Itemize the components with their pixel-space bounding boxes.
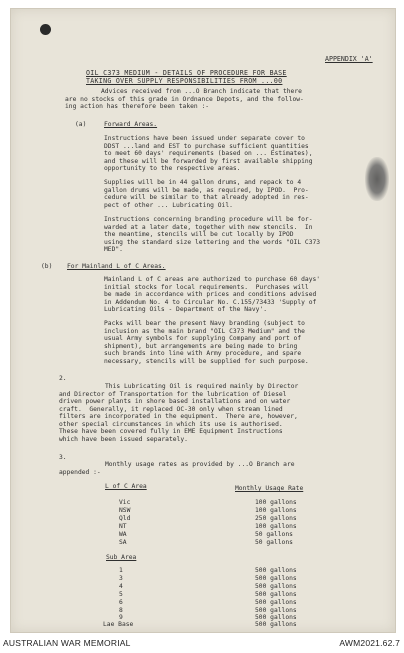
table-rate: 500 gallons (255, 599, 297, 606)
table-rate: 500 gallons (255, 614, 297, 621)
paragraph-2-line: which have been issued separately. (59, 435, 188, 443)
section-a-line: Instructions concerning branding procedure will be for- (104, 216, 313, 223)
table-rate: 100 gallons (255, 523, 297, 530)
table-rate: 500 gallons (255, 575, 297, 582)
table-area: 5 (119, 591, 123, 598)
paragraph-3-line: Monthly usage rates as provided by ...O Branch are (105, 461, 295, 468)
document-title (86, 69, 287, 85)
paragraph-2-line: craft. Generally, it replaced OC-30 only when stream lined (59, 405, 283, 413)
paragraph-2-line: filters are incorporated in the equipment. There are, however, (59, 413, 298, 420)
footer-reference: AWM2021.62.7 (339, 638, 400, 648)
intro-line: ing action has therefore been taken :- (65, 103, 210, 110)
paragraph-number: 2. (59, 375, 67, 382)
section-a-line: Supplies will be in 44 gallon drums, and repack to 4 (104, 179, 302, 186)
table-header-area: L of C Area (105, 483, 147, 490)
appendix-label: APPENDIX 'A' (325, 55, 373, 63)
section-a-line: MED". (104, 246, 123, 253)
paragraph-number: 3. (59, 454, 67, 461)
section-b-line: be made in accordance with prices and conditions advised (104, 291, 317, 298)
section-b-line: Lubricating Oils - Department of the Navy'. (104, 306, 268, 313)
section-a-line: and these will be forwarded by first available shipping (104, 157, 313, 165)
section-b-line: initial stocks for local requirements. Purchases will (104, 283, 309, 291)
section-b-line: Mainland L of C areas are authorized to purchase 60 days' (104, 276, 321, 283)
title-line: TAKING OVER SUPPLY RESPONSIBILITIES FROM ...00 (86, 77, 283, 85)
section-b-line: usual Army symbols for supplying Company and port of (104, 335, 302, 342)
paragraph-3-line: appended :- (59, 468, 101, 476)
section-b-line: in Addendum No. 4 to Circular No. C.155/73433 'Supply of (104, 298, 317, 306)
section-a-line: DDST ...land and EST to purchase sufficient quantities (104, 142, 309, 150)
table-rate: 500 gallons (255, 583, 297, 590)
intro-line: Advices received from ...O Branch indicate that there (101, 88, 302, 95)
punch-hole (40, 24, 51, 35)
table-area: 3 (119, 575, 123, 582)
section-a-line: Instructions have been issued under separate cover to (104, 135, 305, 142)
paragraph-2-line: driven power plants in shore based installations and on water (59, 398, 291, 405)
table-rate: 500 gallons (255, 621, 297, 628)
paragraph-2-line: This Lubricating Oil is required mainly by Director (105, 383, 299, 390)
table-rate: 500 gallons (255, 607, 297, 614)
footer-institution: AUSTRALIAN WAR MEMORIAL (3, 638, 131, 648)
table-rate: 100 gallons (255, 499, 297, 506)
section-b-heading: For Mainland L of C Areas. (67, 263, 166, 270)
title-line: OIL C373 MEDIUM - DETAILS OF PROCEDURE FOR BASE (86, 69, 287, 77)
table-area: SA (119, 539, 127, 546)
section-a-line: warded at a later date, together with new stencils. In (104, 223, 313, 231)
paragraph-2-line: other special circumstances in which its use is authorised. (59, 420, 283, 428)
table-header-rate: Monthly Usage Rate (235, 485, 304, 492)
table-area: Vic (119, 499, 131, 506)
section-b-marker: (b) (41, 263, 53, 270)
section-a-line: the meantime, stencils will be cut locally by IPOD (104, 231, 294, 238)
document-page (10, 8, 396, 633)
section-a-line: gallon drums will be made, as required, by IPOD. Pro- (104, 186, 309, 194)
archive-footer (0, 633, 404, 653)
table-rate: 500 gallons (255, 567, 297, 574)
paragraph-2-line: These have been covered fully in EME Equipment Instructions (59, 428, 283, 435)
table-subheader: Sub Area (106, 554, 137, 561)
table-area: Qld (119, 515, 131, 522)
table-area: Lae Base (103, 621, 134, 628)
section-a-line: to meet 60 days' requirements (based on ... Estimates), (104, 150, 313, 157)
table-area: WA (119, 531, 127, 538)
table-rate: 250 gallons (255, 515, 297, 522)
table-area: 9 (119, 614, 123, 621)
ink-smudge (365, 157, 389, 201)
table-area: 4 (119, 583, 123, 590)
table-area: NSW (119, 507, 131, 514)
section-a-line: pect of other ... Lubricating Oil. (104, 201, 233, 209)
section-a-line: using the standard size lettering and the words "OIL C373 (104, 238, 321, 246)
section-b-line: such brands into line with Army procedure, and spare (104, 350, 302, 357)
section-b-line: Packs will bear the present Navy branding (subject to (104, 320, 305, 327)
section-a-marker: (a) (75, 121, 87, 128)
section-a-heading: Forward Areas. (104, 121, 158, 128)
section-b-line: inclusion as the main brand "OIL C373 Medium" and the (104, 327, 305, 335)
section-b-line: necessary, stencils will be supplied for such purpose. (104, 357, 309, 365)
table-area: 8 (119, 607, 123, 614)
table-rate: 500 gallons (255, 591, 297, 598)
table-rate: 50 gallons (255, 531, 293, 538)
section-a-line: opportunity to the respective areas. (104, 165, 241, 172)
table-area: 1 (119, 567, 123, 574)
table-area: 6 (119, 599, 123, 606)
intro-line: are no stocks of this grade in Ordnance Depots, and the follow- (65, 95, 304, 103)
paragraph-2-line: and Director of Transportation for the lubrication of Diesel (59, 390, 287, 398)
table-rate: 100 gallons (255, 507, 297, 514)
table-rate: 50 gallons (255, 539, 293, 546)
section-b-line: shipment), but arrangements are being made to bring (104, 342, 298, 350)
table-area: NT (119, 523, 127, 530)
section-a-line: cedure will be similar to that already adopted in res- (104, 194, 309, 201)
